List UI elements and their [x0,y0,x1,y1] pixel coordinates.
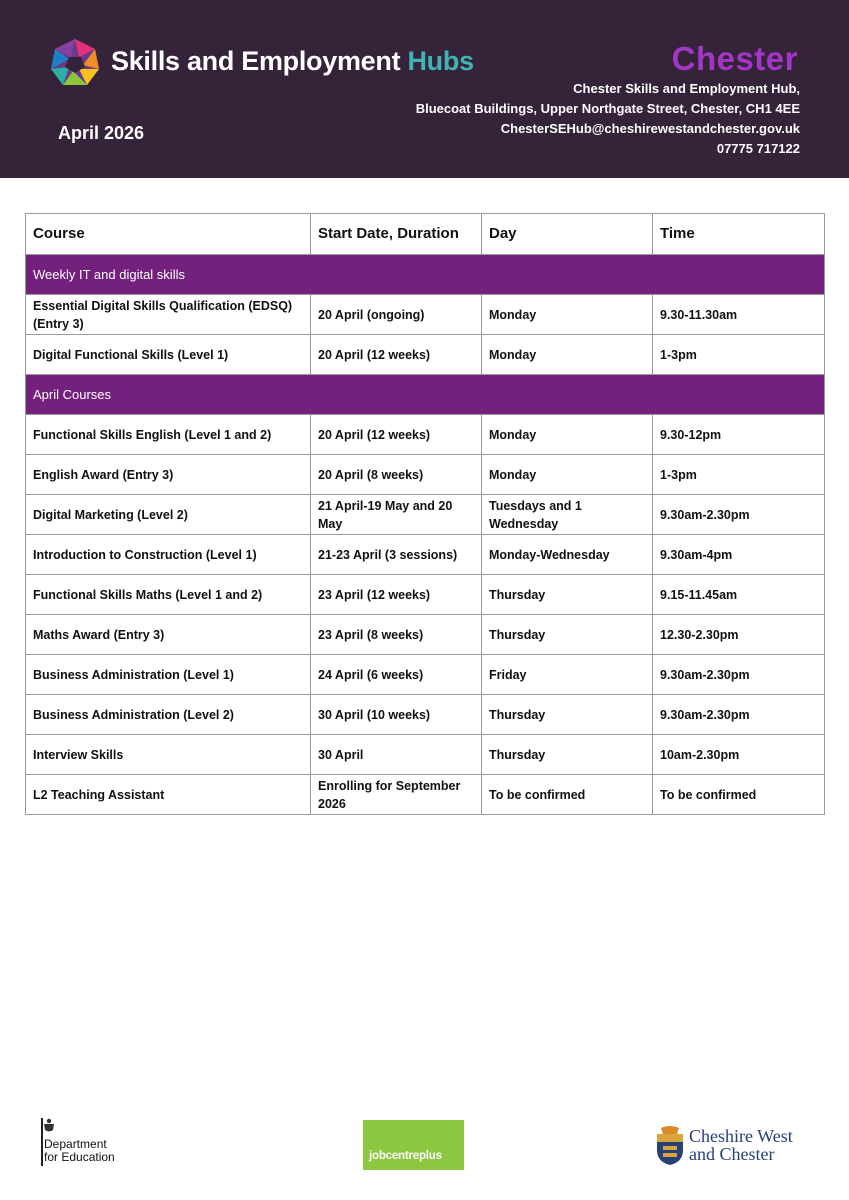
time-cell: 9.30am-2.30pm [653,495,825,535]
col-header-course: Course [26,214,311,255]
time-cell: 1-3pm [653,455,825,495]
table-row [26,655,825,695]
start-date-cell: Enrolling for September 2026 [311,775,482,815]
cheshire-crest-icon [655,1126,685,1166]
time-cell: 10am-2.30pm [653,735,825,775]
table-row [26,415,825,455]
hub-name: Chester Skills and Employment Hub, [573,81,800,96]
course-cell: Essential Digital Skills Qualification (EDSQ) (Entry 3) [26,295,311,335]
dfe-wordmark: Department for Education [44,1137,115,1164]
col-header-time: Time [653,214,825,255]
table-row [26,615,825,655]
course-cell: Interview Skills [26,735,311,775]
start-date-cell: 21-23 April (3 sessions) [311,535,482,575]
start-date-cell: 20 April (8 weeks) [311,455,482,495]
table-row [26,775,825,815]
time-cell: 9.30am-2.30pm [653,655,825,695]
time-cell: 1-3pm [653,335,825,375]
section-title: April Courses [26,375,825,415]
time-cell: To be confirmed [653,775,825,815]
hub-phone[interactable]: 07775 717122 [716,141,800,156]
hub-email[interactable]: ChesterSEHub@cheshirewestandchester.gov.uk [500,121,800,136]
start-date-cell: 23 April (8 weeks) [311,615,482,655]
day-cell: Monday-Wednesday [482,535,653,575]
day-cell: Monday [482,455,653,495]
day-cell: Monday [482,295,653,335]
table-row [26,455,825,495]
start-date-cell: 21 April-19 May and 20 May [311,495,482,535]
header-band [0,0,849,178]
section-row-weekly-it [26,255,825,295]
section-title: Weekly IT and digital skills [26,255,825,295]
course-cell: Business Administration (Level 1) [26,655,311,695]
hub-city: Chester [671,40,798,77]
course-cell: Maths Award (Entry 3) [26,615,311,655]
day-cell: Friday [482,655,653,695]
time-cell: 9.30-11.30am [653,295,825,335]
col-header-day: Day [482,214,653,255]
section-row-april-courses [26,375,825,415]
day-cell: Monday [482,335,653,375]
day-cell: Tuesdays and 1 Wednesday [482,495,653,535]
table-row [26,335,825,375]
month-label: April 2026 [58,123,145,143]
jobcentre-plus-logo [363,1120,464,1170]
course-cell: Digital Marketing (Level 2) [26,495,311,535]
time-cell: 12.30-2.30pm [653,615,825,655]
course-cell: Introduction to Construction (Level 1) [26,535,311,575]
course-cell: Functional Skills English (Level 1 and 2) [26,415,311,455]
time-cell: 9.30-12pm [653,415,825,455]
col-header-start-date: Start Date, Duration [311,214,482,255]
table-header-row [26,214,825,255]
table-row [26,495,825,535]
course-cell: L2 Teaching Assistant [26,775,311,815]
day-cell: To be confirmed [482,775,653,815]
course-cell: Digital Functional Skills (Level 1) [26,335,311,375]
day-cell: Thursday [482,615,653,655]
start-date-cell: 24 April (6 weeks) [311,655,482,695]
time-cell: 9.30am-2.30pm [653,695,825,735]
hub-logo-icon [49,37,101,87]
course-cell: Business Administration (Level 2) [26,695,311,735]
jobcentre-plus-wordmark: jobcentreplus [369,1150,442,1162]
hub-contact-block [416,79,800,159]
start-date-cell: 20 April (12 weeks) [311,415,482,455]
start-date-cell: 20 April (ongoing) [311,295,482,335]
day-cell: Thursday [482,575,653,615]
hub-address: Bluecoat Buildings, Upper Northgate Street, Chester, CH1 4EE [415,101,800,116]
table-row [26,735,825,775]
table-row [26,575,825,615]
cheshire-west-wordmark: Cheshire West and Chester [689,1126,793,1164]
start-date-cell: 23 April (12 weeks) [311,575,482,615]
table-row [26,695,825,735]
start-date-cell: 30 April (10 weeks) [311,695,482,735]
time-cell: 9.15-11.45am [653,575,825,615]
table-row [26,535,825,575]
table-row [26,295,825,335]
course-cell: Functional Skills Maths (Level 1 and 2) [26,575,311,615]
royal-crest-icon [42,1118,56,1134]
day-cell: Thursday [482,735,653,775]
time-cell: 9.30am-4pm [653,535,825,575]
course-cell: English Award (Entry 3) [26,455,311,495]
start-date-cell: 20 April (12 weeks) [311,335,482,375]
dfe-logo [38,1118,138,1168]
day-cell: Thursday [482,695,653,735]
brand-title: Skills and Employment Hubs [111,46,474,76]
course-table [25,213,825,815]
start-date-cell: 30 April [311,735,482,775]
day-cell: Monday [482,415,653,455]
